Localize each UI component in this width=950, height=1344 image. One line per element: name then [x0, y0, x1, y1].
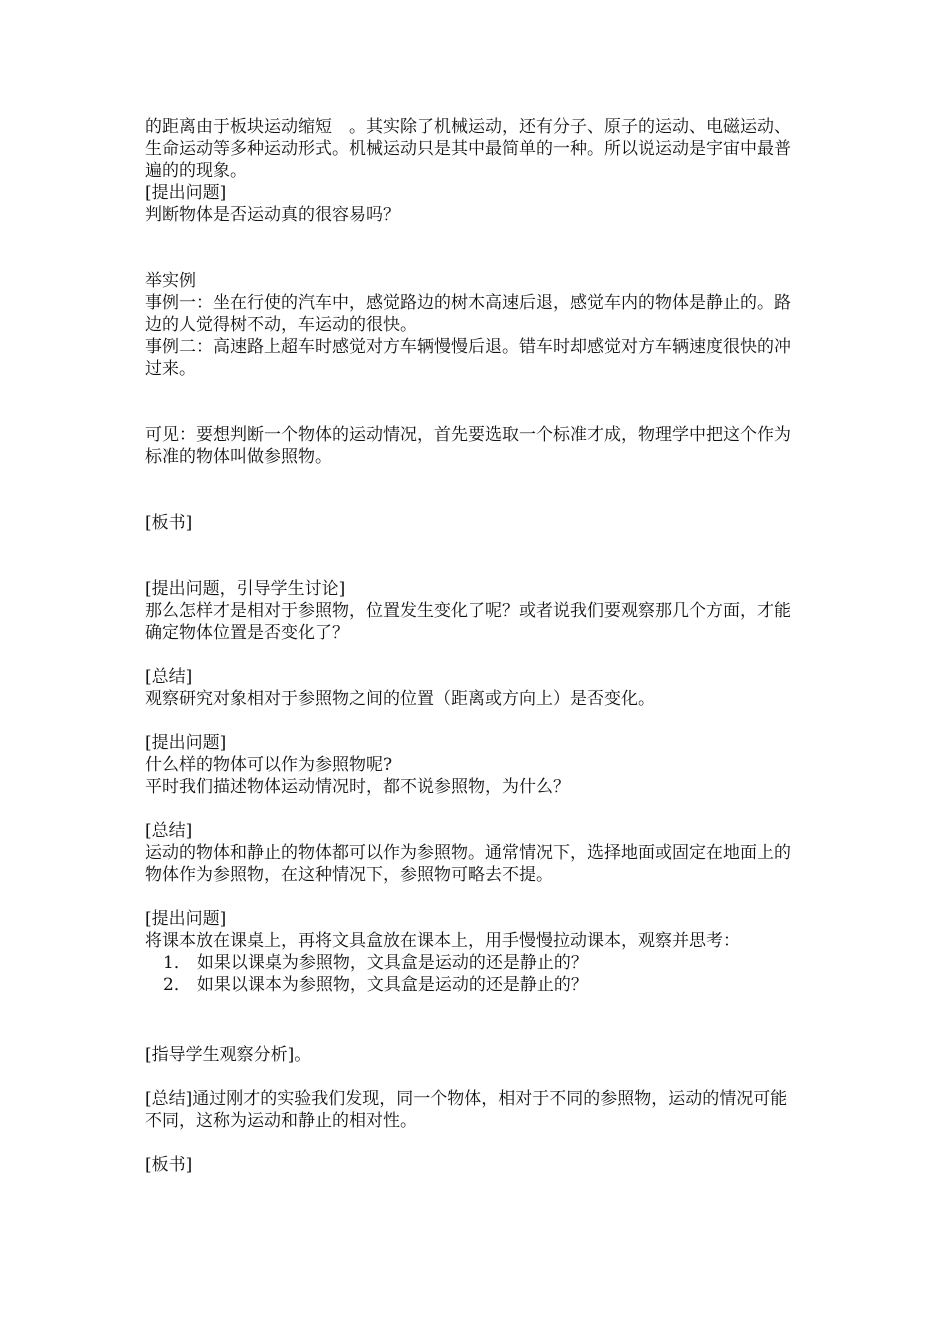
intro-paragraph: 的距离由于板块运动缩短 。其实除了机械运动，还有分子、原子的运动、电磁运动、生命运动等多种运动形式。机械运动只是其中最简单的一种。所以说运动是宇宙中最普遍的的现象。 [145, 117, 791, 181]
spacer [145, 644, 800, 666]
spacer [145, 468, 800, 512]
question-text-3a: 什么样的物体可以作为参照物呢? [145, 755, 393, 775]
examples-heading: 举实例 [145, 271, 196, 291]
summary-text-1: 观察研究对象相对于参照物之间的位置（距离或方向上）是否变化。 [145, 689, 655, 709]
list-item: 2． 如果以课本为参照物，文具盒是运动的还是静止的？ [163, 975, 588, 995]
spacer [145, 1132, 800, 1154]
question-heading-1: [提出问题] [145, 183, 227, 203]
question-text-4: 将课本放在课桌上，再将文具盒放在课本上，用手慢慢拉动课本，观察并思考： [145, 931, 740, 951]
spacer [145, 996, 800, 1040]
guide-paragraph: [指导学生观察分析]。 [145, 1045, 312, 1065]
spacer [145, 226, 800, 270]
spacer [145, 534, 800, 578]
question-list [145, 952, 800, 996]
board-heading-2: [板书] [145, 1155, 193, 1175]
question-heading-3: [提出问题] [145, 733, 227, 753]
question-text-1: 判断物体是否运动真的很容易吗？ [145, 205, 400, 225]
question-heading-2: [提出问题，引导学生讨论] [145, 579, 346, 599]
question-text-2: 那么怎样才是相对于参照物，位置发生变化了呢？或者说我们要观察那几个方面，才能确定物体位置是否变化了？ [145, 601, 791, 643]
board-heading-1: [板书] [145, 513, 193, 533]
example-2: 事例二：高速路上超车时感觉对方车辆慢慢后退。错车时却感觉对方车辆速度很快的冲过来。 [145, 337, 791, 379]
summary-text-3: [总结]通过刚才的实验我们发现，同一个物体，相对于不同的参照物，运动的情况可能不同，这称为运动和静止的相对性。 [145, 1089, 788, 1131]
question-heading-4: [提出问题] [145, 909, 227, 929]
spacer [145, 886, 800, 908]
conclusion-paragraph: 可见：要想判断一个物体的运动情况，首先要选取一个标准才成，物理学中把这个作为标准的物体叫做参照物。 [145, 425, 791, 467]
spacer [145, 710, 800, 732]
spacer [145, 1066, 800, 1088]
summary-heading-1: [总结] [145, 667, 193, 687]
summary-text-2: 运动的物体和静止的物体都可以作为参照物。通常情况下，选择地面或固定在地面上的物体作为参照物，在这种情况下，参照物可略去不提。 [145, 843, 791, 885]
spacer [145, 798, 800, 820]
question-text-3b: 平时我们描述物体运动情况时，都不说参照物，为什么？ [145, 777, 570, 797]
example-1: 事例一：坐在行使的汽车中，感觉路边的树木高速后退，感觉车内的物体是静止的。路边的人觉得树不动，车运动的很快。 [145, 293, 791, 335]
list-item: 1． 如果以课桌为参照物，文具盒是运动的还是静止的？ [163, 953, 588, 973]
spacer [145, 380, 800, 424]
summary-heading-2: [总结] [145, 821, 193, 841]
